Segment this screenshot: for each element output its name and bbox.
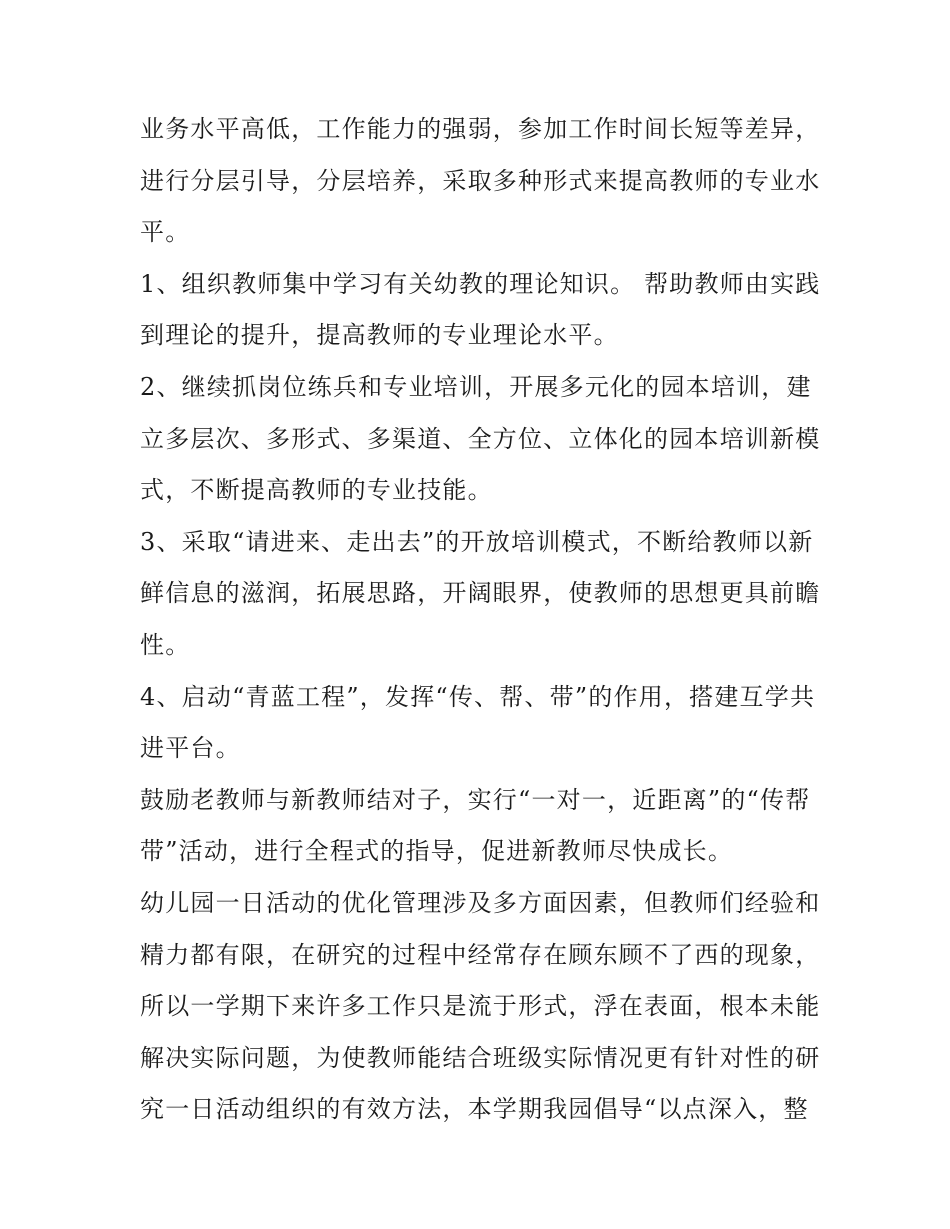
text-line: 鲜信息的滋润，拓展思路，开阔眼界，使教师的思想更具前瞻 [140, 579, 821, 608]
text-line: 1、组织教师集中学习有关幼教的理论知识。 帮助教师由实践 [140, 269, 821, 298]
text-line: 解决实际问题，为使教师能结合班级实际情况更有针对性的研 [140, 1043, 821, 1072]
text-line: 式，不断提高教师的专业技能。 [140, 476, 493, 505]
text-line: 幼儿园一日活动的优化管理涉及多方面因素，但教师们经验和 [140, 888, 821, 917]
text-line: 进行分层引导，分层培养，采取多种形式来提高教师的专业水 [140, 166, 821, 195]
text-line: 进平台。 [140, 734, 241, 763]
text-line: 精力都有限，在研究的过程中经常存在顾东顾不了西的现象， [140, 940, 821, 969]
text-line: 平。 [140, 218, 191, 247]
text-line: 性。 [140, 630, 191, 659]
text-line: 4、启动“青蓝工程”，发挥“传、帮、带”的作用，搭建互学共 [140, 682, 816, 711]
body-text [140, 104, 830, 1136]
text-line: 带”活动，进行全程式的指导，促进新教师尽快成长。 [140, 837, 734, 866]
text-line: 所以一学期下来许多工作只是流于形式，浮在表面，根本未能 [140, 992, 821, 1021]
text-line: 业务水平高低，工作能力的强弱，参加工作时间长短等差异， [140, 115, 821, 143]
text-line: 到理论的提升，提高教师的专业理论水平。 [140, 321, 619, 350]
text-line: 鼓励老教师与新教师结对子，实行“一对一，近距离”的“传帮 [140, 785, 811, 814]
text-line: 立多层次、多形式、多渠道、全方位、立体化的园本培训新模 [140, 424, 821, 453]
text-line: 3、采取“请进来、走出去”的开放培训模式，不断给教师以新 [140, 527, 814, 556]
text-line: 2、继续抓岗位练兵和专业培训，开展多元化的园本培训，建 [140, 372, 812, 401]
text-line: 究一日活动组织的有效方法，本学期我园倡导“以点深入，整 [140, 1095, 809, 1124]
